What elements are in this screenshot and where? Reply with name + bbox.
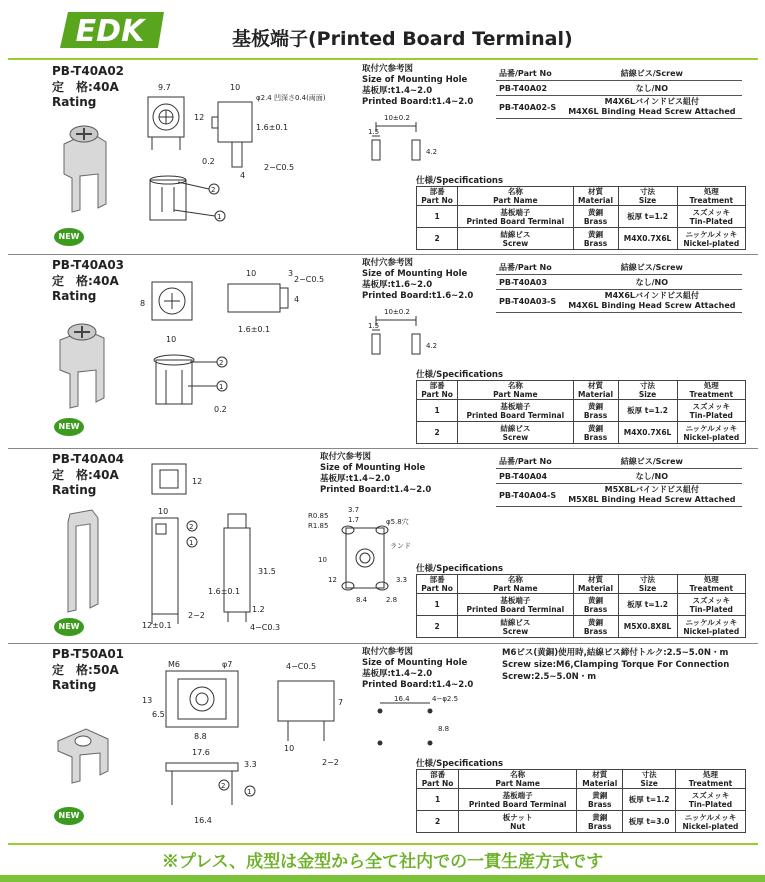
svg-text:4.2: 4.2 (426, 148, 438, 156)
svg-text:1.6±0.1: 1.6±0.1 (208, 587, 241, 596)
product-section-t40a04 (8, 450, 758, 643)
dimension-drawing (138, 72, 358, 242)
svg-text:1: 1 (189, 539, 194, 547)
svg-text:7: 7 (338, 698, 344, 707)
part-no-table: 品番/Part No 結線ビス/Screw PB-T40A04 なし/NO PB-T40A04-S M5X8Lバインドビス組付 M5X8L Binding Head Screw Attached (496, 454, 742, 507)
new-badge: NEW (54, 807, 84, 825)
spec-caption: 仕様/Specifications (416, 759, 504, 769)
svg-text:16.4: 16.4 (394, 695, 410, 703)
spec-caption: 仕様/Specifications (416, 370, 504, 380)
part-no-table: 品番/Part No 結線ビス/Screw PB-T40A02 なし/NO PB-T40A02-S M4X6Lバインドビス組付 M4X6L Binding Head Screw Attached (496, 66, 742, 119)
svg-text:0.2: 0.2 (214, 405, 227, 414)
svg-text:4: 4 (294, 295, 300, 304)
page-title: 基板端子(Printed Board Terminal) (232, 28, 573, 50)
svg-text:EDK: EDK (75, 14, 145, 48)
dimension-drawing (138, 655, 358, 830)
svg-text:16.4: 16.4 (194, 816, 212, 825)
spec-caption: 仕様/Specifications (416, 564, 504, 574)
torque-note: M6ビス(黄銅)使用時,結線ビス締付トルク:2.5~5.0N・m Screw size:M6,Clamping Torque For Connection Screw:2.5~5.0N・m (502, 648, 730, 682)
spec-caption: 仕様/Specifications (416, 176, 504, 186)
svg-text:12: 12 (192, 477, 203, 486)
svg-text:1: 1 (217, 213, 222, 221)
part-number: PB-T50A01 (52, 647, 125, 661)
part-no-table: 品番/Part No 結線ビス/Screw PB-T40A03 なし/NO PB-T40A03-S M4X6Lバインドビス組付 M4X6L Binding Head Screw Attached (496, 260, 742, 313)
product-section-t50a01 (8, 645, 758, 840)
svg-text:8.8: 8.8 (194, 732, 207, 741)
spec-table: 部番 Part No 名称 Part Name 材質 Material 寸法 Size 処理 Treatment 1 基板端子 Printed Board Terminal 黄銅 Brass 板厚 t=1.2 スズメッキ Tin-Plated 2 板ナット Nut 黄銅 Brass 板厚 t=3.0 ニッケルメッキ Nickel-plated (416, 769, 746, 833)
svg-text:8.8: 8.8 (438, 725, 450, 733)
svg-text:ランド: ランド (390, 542, 411, 550)
mounting-hole-drawing (362, 302, 462, 372)
svg-text:2: 2 (189, 523, 194, 531)
svg-text:17.6: 17.6 (192, 748, 210, 757)
part-number: PB-T40A02 (52, 64, 125, 78)
product-photo (50, 711, 114, 791)
svg-text:3.3: 3.3 (396, 576, 408, 584)
svg-text:φ5.8穴: φ5.8穴 (386, 518, 409, 526)
svg-text:10: 10 (158, 507, 169, 516)
svg-text:4−C0.5: 4−C0.5 (286, 662, 317, 671)
svg-text:13: 13 (142, 696, 153, 705)
svg-text:10: 10 (246, 269, 257, 278)
bottom-bar (0, 875, 765, 882)
svg-text:φ7: φ7 (222, 660, 233, 669)
svg-text:1.5: 1.5 (368, 128, 380, 136)
svg-text:8.4: 8.4 (356, 596, 368, 604)
svg-text:1.7: 1.7 (348, 516, 360, 524)
rating: 定 格:50A Rating (52, 663, 119, 692)
svg-text:4.2: 4.2 (426, 342, 438, 350)
svg-text:10: 10 (230, 83, 241, 92)
new-badge: NEW (54, 418, 84, 436)
spec-table: 部番 Part No 名称 Part Name 材質 Material 寸法 Size 処理 Treatment 1 基板端子 Printed Board Terminal 黄銅 Brass 板厚 t=1.2 スズメッキ Tin-Plated 2 結線ビス Screw 黄銅 Brass M4X0.7X6L ニッケルメッキ Nickel-plated (416, 186, 746, 250)
product-section-t40a03 (8, 256, 758, 448)
svg-text:2−C0.5: 2−C0.5 (294, 275, 325, 284)
svg-text:2: 2 (219, 359, 224, 367)
svg-text:1: 1 (247, 788, 252, 796)
mounting-hole-drawing (308, 506, 418, 616)
svg-text:4: 4 (240, 171, 246, 180)
svg-text:R1.85: R1.85 (308, 522, 329, 530)
svg-text:1: 1 (219, 383, 224, 391)
mounting-hole-caption: 取付穴参考図 Size of Mounting Hole 基板厚:t1.4~2.0 Printed Board:t1.4~2.0 (320, 452, 432, 495)
footer-rule (8, 843, 758, 845)
svg-text:3.7: 3.7 (348, 506, 360, 514)
product-photo (50, 504, 112, 614)
svg-text:10: 10 (318, 556, 327, 564)
svg-text:3.3: 3.3 (244, 760, 257, 769)
svg-text:4−C0.3: 4−C0.3 (250, 623, 281, 632)
svg-text:2−2: 2−2 (188, 611, 205, 620)
svg-text:2: 2 (211, 186, 216, 194)
svg-text:12±0.1: 12±0.1 (142, 621, 172, 630)
svg-text:10±0.2: 10±0.2 (384, 308, 410, 316)
svg-text:0.2: 0.2 (202, 157, 215, 166)
svg-text:10: 10 (166, 335, 177, 344)
mounting-hole-caption: 取付穴参考図 Size of Mounting Hole 基板厚:t1.6~2.0 Printed Board:t1.6~2.0 (362, 258, 474, 301)
mounting-hole-drawing (362, 108, 462, 178)
mounting-hole-caption: 取付穴参考図 Size of Mounting Hole 基板厚:t1.4~2.0 Printed Board:t1.4~2.0 (362, 64, 474, 107)
dimension-drawing (138, 454, 308, 634)
part-number: PB-T40A03 (52, 258, 125, 272)
svg-text:3: 3 (288, 269, 294, 278)
svg-text:12: 12 (328, 576, 337, 584)
svg-text:10±0.2: 10±0.2 (384, 114, 410, 122)
svg-text:12: 12 (194, 113, 205, 122)
product-photo (50, 114, 112, 214)
spec-table: 部番 Part No 名称 Part Name 材質 Material 寸法 Size 処理 Treatment 1 基板端子 Printed Board Terminal 黄銅 Brass 板厚 t=1.2 スズメッキ Tin-Plated 2 結線ビス Screw 黄銅 Brass M4X0.7X6L ニッケルメッキ Nickel-plated (416, 380, 746, 444)
mounting-hole-drawing (362, 691, 492, 761)
svg-text:31.5: 31.5 (258, 567, 276, 576)
product-section-t40a02 (8, 62, 758, 254)
part-number: PB-T40A04 (52, 452, 125, 466)
svg-text:10: 10 (284, 744, 295, 753)
edk-logo (60, 12, 164, 48)
svg-text:4−φ2.5: 4−φ2.5 (432, 695, 459, 703)
new-badge: NEW (54, 228, 84, 246)
spec-table: 部番 Part No 名称 Part Name 材質 Material 寸法 Size 処理 Treatment 1 基板端子 Printed Board Terminal 黄銅 Brass 板厚 t=1.2 スズメッキ Tin-Plated 2 結線ビス Screw 黄銅 Brass M5X0.8X8L ニッケルメッキ Nickel-plated (416, 574, 746, 638)
svg-text:2−C0.5: 2−C0.5 (264, 163, 295, 172)
footer-note: ※プレス、成型は金型から全て社内での一貫生産方式です (161, 852, 604, 872)
svg-text:1.5: 1.5 (368, 322, 380, 330)
svg-text:M6: M6 (168, 660, 180, 669)
dimension-drawing (138, 262, 358, 437)
svg-text:8: 8 (140, 299, 146, 308)
product-photo (50, 312, 112, 412)
svg-text:1.6±0.1: 1.6±0.1 (256, 123, 289, 132)
rating: 定 格:40A Rating (52, 80, 119, 109)
svg-text:1.6±0.1: 1.6±0.1 (238, 325, 271, 334)
svg-text:6.5: 6.5 (152, 710, 165, 719)
svg-text:1.2: 1.2 (252, 605, 265, 614)
svg-text:2: 2 (221, 782, 226, 790)
svg-text:2−2: 2−2 (322, 758, 339, 767)
svg-text:φ2.4 凹深さ0.4(両面): φ2.4 凹深さ0.4(両面) (256, 94, 326, 102)
rating: 定 格:40A Rating (52, 274, 119, 303)
new-badge: NEW (54, 618, 84, 636)
mounting-hole-caption: 取付穴参考図 Size of Mounting Hole 基板厚:t1.4~2.0 Printed Board:t1.4~2.0 (362, 647, 474, 690)
svg-text:R0.85: R0.85 (308, 512, 329, 520)
rating: 定 格:40A Rating (52, 468, 119, 497)
header-rule (8, 58, 758, 60)
svg-text:9.7: 9.7 (158, 83, 171, 92)
svg-text:2.8: 2.8 (386, 596, 398, 604)
